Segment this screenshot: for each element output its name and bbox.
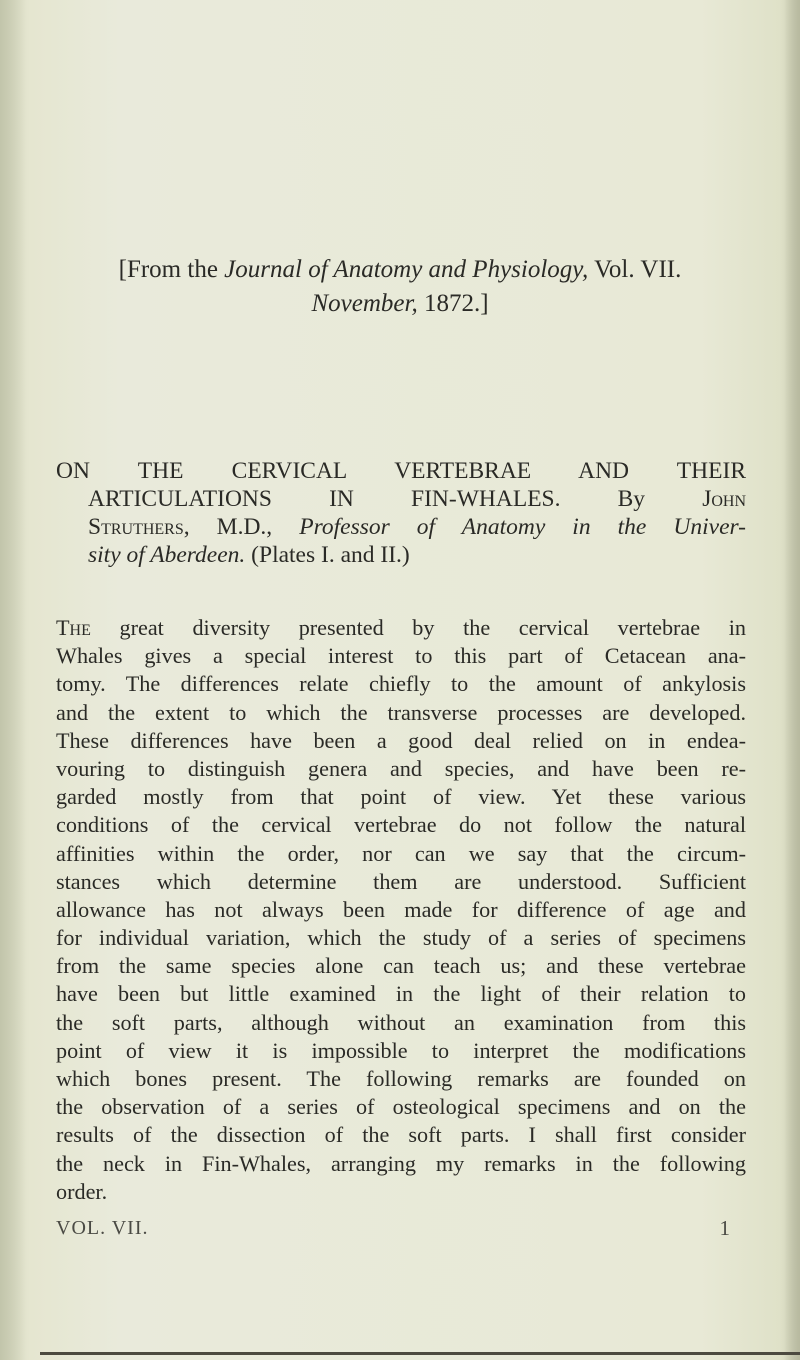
article-body	[56, 614, 746, 1206]
source-line: November, 1872.]	[311, 290, 489, 317]
page-edge-shadow	[784, 0, 800, 1360]
body-line: for individual variation, which the study of a series of specimens	[56, 925, 746, 951]
body-line: The great diversity presented by the cervical vertebrae in	[56, 615, 746, 640]
volume-label: VOL. VII.	[56, 1217, 149, 1239]
body-line: These differences have been a good deal relied on in endea-	[56, 727, 746, 753]
body-line: tomy. The differences relate chiefly to the amount of ankylosis	[56, 671, 746, 697]
source-line: [From the Journal of Anatomy and Physiology, Vol. VII.	[118, 256, 682, 283]
body-line: from the same species alone can teach us; and these vertebrae	[56, 953, 746, 979]
article-title	[56, 457, 746, 569]
body-line: point of view it is impossible to interpret the modifications	[56, 1037, 746, 1063]
body-line: and the extent to which the transverse processes are developed.	[56, 699, 746, 725]
binding-shadow	[0, 0, 26, 1360]
body-line: affinities within the order, nor can we say that the circum-	[56, 840, 746, 866]
body-line: the observation of a series of osteological specimens and on the	[56, 1094, 746, 1120]
bottom-edge-rule	[40, 1352, 800, 1355]
body-line: garded mostly from that point of view. Yet these various	[56, 784, 746, 810]
title-line: sity of Aberdeen. (Plates I. and II.)	[88, 542, 410, 568]
body-line: have been but little examined in the light of their relation to	[56, 981, 746, 1007]
body-line: the soft parts, although without an examination from this	[56, 1009, 746, 1035]
title-line: ARTICULATIONS IN FIN-WHALES. By John	[88, 486, 746, 512]
body-line: Whales gives a special interest to this part of Cetacean ana-	[56, 643, 746, 669]
body-line: allowance has not always been made for difference of age and	[56, 896, 746, 922]
page-number: 1	[719, 1216, 730, 1240]
title-line: Struthers, M.D., Professor of Anatomy in the Univer-	[88, 514, 747, 540]
body-line: which bones present. The following remarks are founded on	[56, 1066, 746, 1091]
body-line: stances which determine them are understood. Sufficient	[56, 868, 746, 894]
body-line: conditions of the cervical vertebrae do not follow the natural	[56, 812, 746, 838]
body-line: vouring to distinguish genera and species, and have been re-	[56, 755, 746, 781]
title-line: ON THE CERVICAL VERTEBRAE AND THEIR	[56, 458, 746, 484]
journal-source-note	[0, 253, 800, 321]
body-line: results of the dissection of the soft parts. I shall first consider	[56, 1122, 746, 1148]
body-line: order.	[56, 1178, 108, 1204]
body-line: the neck in Fin-Whales, arranging my remarks in the following	[56, 1150, 746, 1176]
